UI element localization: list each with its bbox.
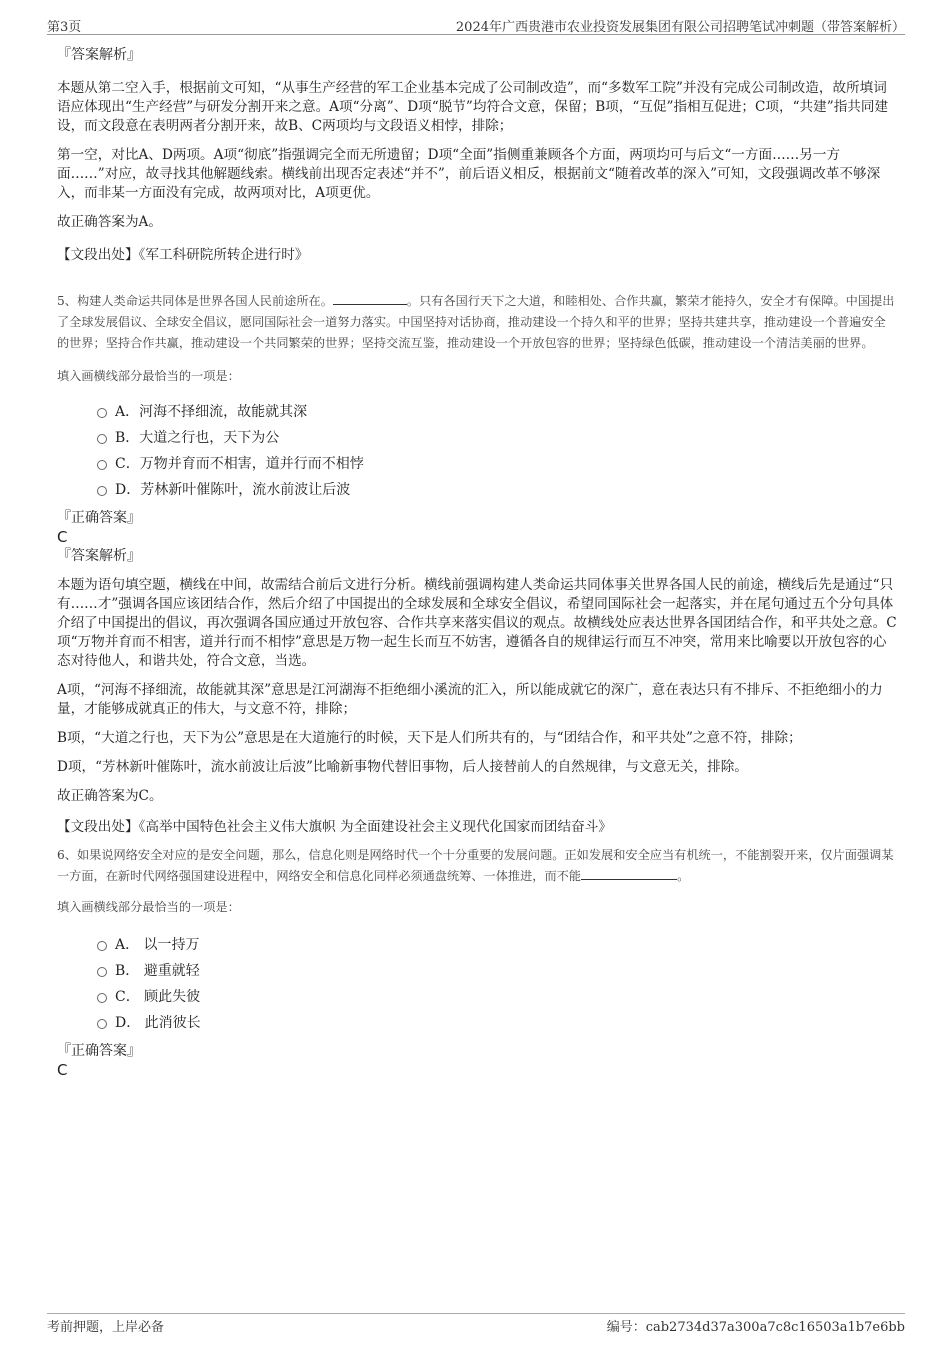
- question-6-blank: [581, 867, 677, 880]
- footer-slogan: 考前押题，上岸必备: [47, 1320, 165, 1335]
- q5-option-c-label: C．万物并育而不相害，道并行而不相悖: [115, 456, 364, 472]
- q5-option-b[interactable]: [57, 425, 897, 451]
- q5-option-c[interactable]: [57, 451, 897, 477]
- question-6-options: [57, 932, 897, 1036]
- q5-option-a-label: A．河海不择细流，故能就其深: [115, 404, 308, 420]
- radio-icon[interactable]: [97, 941, 107, 951]
- q6-option-a-label: A． 以一持万: [115, 937, 200, 953]
- q6-correct-label: 『正确答案』: [57, 1043, 141, 1059]
- q5-option-a[interactable]: [57, 399, 897, 425]
- question-5-stem-before: 5、构建人类命运共同体是世界各国人民前途所在。: [57, 294, 333, 308]
- radio-icon[interactable]: [97, 486, 107, 496]
- question-6-stem-before: 6、如果说网络安全对应的是安全问题，那么，信息化则是网络时代一个十分重要的发展问题。正如发展和安全应当有机统一，不能割裂开来，仅片面强调某一方面，在新时代网络强国建设进程中，网络安全和信息化同样必须通盘统筹、一体推进，而不能: [57, 848, 894, 883]
- q5-correct-label: 『正确答案』: [57, 510, 141, 526]
- q5-analysis-para-3: B项，“大道之行也，天下为公”意思是在大道施行的时候，天下是人们所共有的，与“团结合作，和平共处”之意不符，排除；: [57, 730, 802, 746]
- q5-option-d-label: D．芳林新叶催陈叶，流水前波让后波: [115, 482, 351, 498]
- question-5-prompt: 填入画横线部分最恰当的一项是：: [57, 369, 240, 383]
- radio-icon[interactable]: [97, 408, 107, 418]
- prev-analysis-para-1: 本题从第二空入手，根据前文可知，“从事生产经营的军工企业基本完成了公司制改造”，而“多数军工院”并没有完成公司制改造，故所填词语应体现出“生产经营”与研发分割开来之意。A项“分离”、D项“脱节”均符合文意，保留；B项，“互促”指相互促进；C项，“共建”指共同建设，而文段意在表明两者分割开来，故B、C两项均与文段语义相悖，排除；: [57, 80, 889, 134]
- q5-source: 【文段出处】《高举中国特色社会主义伟大旗帜 为全面建设社会主义现代化国家而团结奋斗》: [57, 819, 612, 835]
- q6-option-c[interactable]: [57, 984, 897, 1010]
- question-6-stem-after: 。: [677, 869, 690, 883]
- q6-correct-answer: C: [57, 1061, 68, 1079]
- prev-analysis-para-2: 第一空，对比A、D两项。A项“彻底”指强调完全而无所遗留；D项“全面”指侧重兼顾各个方面，两项均可与后文“一方面……另一方面……”对应，故寻找其他解题线索。横线前出现否定表述“并不”，前后语义相反，根据前文“随着改革的深入”可知，文段强调改革不够深入，而非某一方面没有完成，故两项对比，A项更优。: [57, 147, 881, 201]
- page-header: [47, 14, 905, 35]
- page-number: 第3页: [47, 20, 82, 35]
- prev-source: 【文段出处】《军工科研院所转企进行时》: [57, 247, 309, 263]
- radio-icon[interactable]: [97, 1019, 107, 1029]
- question-5-options: [57, 399, 897, 503]
- q5-correct-answer: C: [57, 528, 68, 546]
- q6-option-d[interactable]: [57, 1010, 897, 1036]
- q5-analysis-para-4: D项，“芳林新叶催陈叶，流水前波让后波”比喻新事物代替旧事物，后人接替前人的自然规律，与文意无关，排除。: [57, 759, 748, 775]
- q6-option-b[interactable]: [57, 958, 897, 984]
- radio-icon[interactable]: [97, 434, 107, 444]
- question-6-prompt: 填入画横线部分最恰当的一项是：: [57, 900, 240, 914]
- q5-analysis-para-2: A项，“河海不择细流，故能就其深”意思是江河湖海不拒绝细小溪流的汇入，所以能成就它的深广，意在表达只有不排斥、不拒绝细小的力量，才能够成就真正的伟大，与文意不符，排除；: [57, 682, 883, 717]
- q5-option-d[interactable]: [57, 477, 897, 503]
- question-5-blank: [333, 292, 407, 305]
- page-content: [57, 46, 897, 1080]
- q5-analysis-para-1: 本题为语句填空题，横线在中间，故需结合前后文进行分析。横线前强调构建人类命运共同体事关世界各国人民的前途，横线后先是通过“只有……才”强调各国应该团结合作，然后介绍了中国提出的全球发展和全球安全倡议，希望同国际社会一起落实，并在尾句通过五个分句具体介绍了中国提出的倡议，再次强调各国应通过开放包容、合作共享来落实倡议的观点。故横线处应表达世界各国团结合作，和平共处之意。C项“万物并育而不相害，道并行而不相悖”意思是万物一起生长而互不妨害，遵循各自的规律运行而互不冲突，常用来比喻要以开放包容的心态对待他人，和谐共处，符合文意，当选。: [57, 577, 897, 669]
- prev-analysis-conclusion: 故正确答案为A。: [57, 214, 162, 230]
- radio-icon[interactable]: [97, 967, 107, 977]
- radio-icon[interactable]: [97, 993, 107, 1003]
- question-5-stem-after: 。只有各国行天下之大道，和睦相处、合作共赢，繁荣才能持久，安全才有保障。中国提出了全球发展倡议、全球安全倡议，愿同国际社会一道努力落实。中国坚持对话协商，推动建设一个持久和平的世界；坚持共建共享，推动建设一个普遍安全的世界；坚持合作共赢，推动建设一个共同繁荣的世界；坚持交流互鉴，推动建设一个开放包容的世界；坚持绿色低碳，推动建设一个清洁美丽的世界。: [57, 294, 895, 350]
- q5-analysis-label: 『答案解析』: [57, 548, 141, 564]
- radio-icon[interactable]: [97, 460, 107, 470]
- q5-option-b-label: B．大道之行也，天下为公: [115, 430, 280, 446]
- question-6-stem: [57, 845, 897, 887]
- q6-option-c-label: C． 顾此失彼: [115, 989, 201, 1005]
- q6-option-a[interactable]: [57, 932, 897, 958]
- prev-analysis-label: 『答案解析』: [57, 47, 141, 63]
- footer-doc-id: 编号：cab2734d37a300a7c8c16503a1b7e6bb: [606, 1320, 905, 1335]
- question-5-stem: [57, 291, 897, 354]
- q5-analysis-conclusion: 故正确答案为C。: [57, 788, 163, 804]
- q6-option-b-label: B． 避重就轻: [115, 963, 200, 979]
- page-footer: [47, 1313, 905, 1336]
- document-title: 2024年广西贵港市农业投资发展集团有限公司招聘笔试冲刺题（带答案解析）: [455, 20, 905, 35]
- q6-option-d-label: D． 此消彼长: [115, 1015, 201, 1031]
